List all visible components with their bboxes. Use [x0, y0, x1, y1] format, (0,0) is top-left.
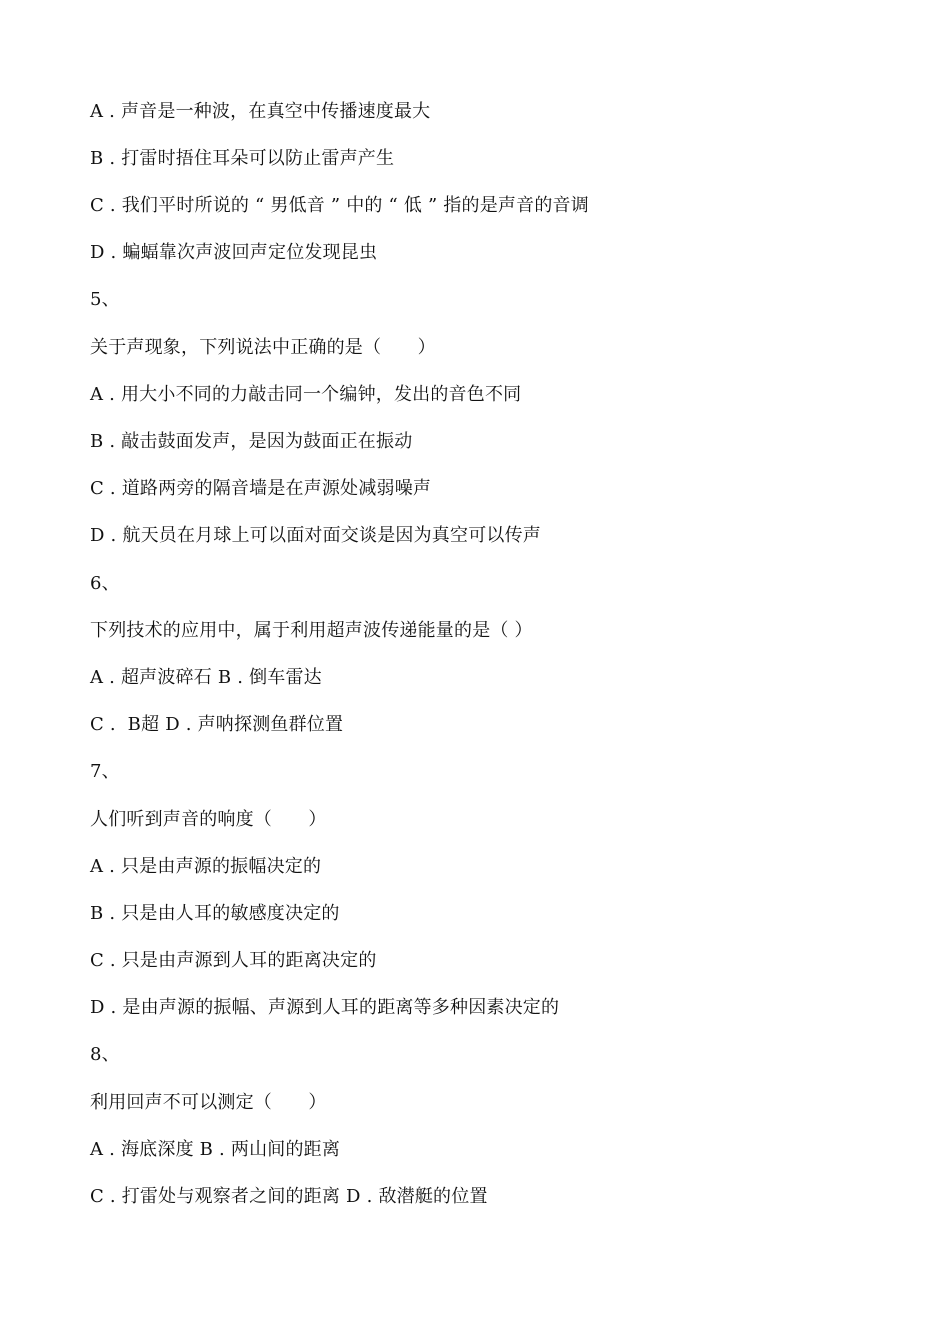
- q7-option-c: C . 只是由声源到人耳的距离决定的: [90, 950, 377, 971]
- q6-options-ab: A . 超声波碎石 B . 倒车雷达: [90, 667, 322, 688]
- q5-option-c: C . 道路两旁的隔音墙是在声源处减弱噪声: [90, 478, 432, 499]
- q6-stem: 下列技术的应用中，属于利用超声波传递能量的是（ ）: [90, 620, 533, 641]
- q6-number: 6、: [90, 573, 120, 594]
- q5-number: 5、: [90, 289, 120, 310]
- q5-option-b: B . 敲击鼓面发声，是因为鼓面正在振动: [90, 431, 413, 452]
- q4-option-c: C . 我们平时所说的 “ 男低音 ” 中的 “ 低 ” 指的是声音的音调: [90, 195, 589, 216]
- q4-option-d: D . 蝙蝠靠次声波回声定位发现昆虫: [90, 242, 378, 263]
- q8-options-cd: C . 打雷处与观察者之间的距离 D . 敌潜艇的位置: [90, 1186, 488, 1207]
- q6-options-cd: C . B超 D . 声呐探测鱼群位置: [90, 714, 344, 735]
- q5-option-a: A . 用大小不同的力敲击同一个编钟，发出的音色不同: [90, 384, 522, 405]
- q5-option-d: D . 航天员在月球上可以面对面交谈是因为真空可以传声: [90, 525, 541, 546]
- q7-option-b: B . 只是由人耳的敏感度决定的: [90, 903, 340, 924]
- q5-stem: 关于声现象，下列说法中正确的是（ ）: [90, 337, 436, 358]
- q7-stem: 人们听到声音的响度（ ）: [90, 809, 327, 830]
- q4-option-a: A . 声音是一种波，在真空中传播速度最大: [90, 101, 431, 122]
- q8-number: 8、: [90, 1044, 120, 1065]
- q8-options-ab: A . 海底深度 B . 两山间的距离: [90, 1139, 341, 1160]
- q7-number: 7、: [90, 761, 120, 782]
- q8-stem: 利用回声不可以测定（ ）: [90, 1092, 327, 1113]
- q4-option-b: B . 打雷时捂住耳朵可以防止雷声产生: [90, 148, 395, 169]
- q7-option-a: A . 只是由声源的振幅决定的: [90, 856, 322, 877]
- q7-option-d: D . 是由声源的振幅、声源到人耳的距离等多种因素决定的: [90, 997, 560, 1018]
